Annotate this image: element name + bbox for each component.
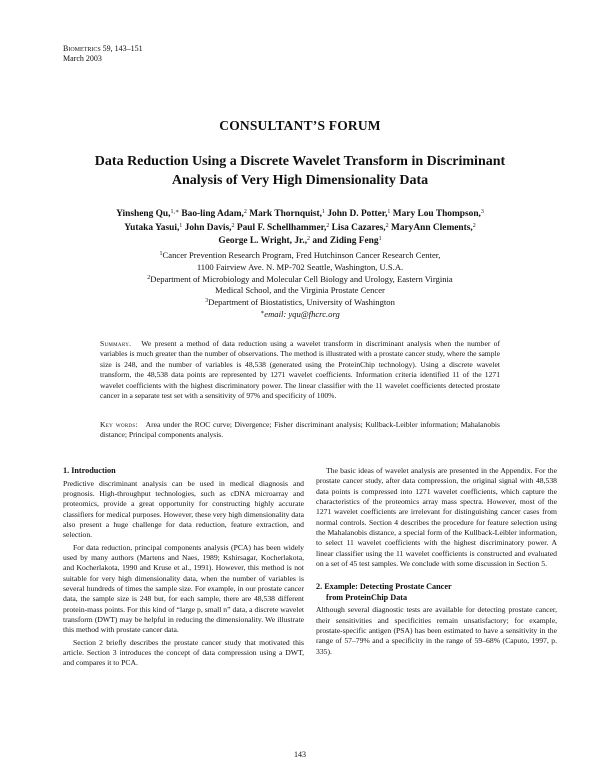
author-name: Paul F. Schellhammer, bbox=[236, 222, 327, 233]
abstract bbox=[100, 339, 500, 401]
affiliation-2-line-2: Medical School, and the Virginia Prostate Cencer bbox=[215, 285, 385, 296]
journal-volume-pages: 59, 143–151 bbox=[102, 44, 143, 53]
author-affil-mark: 2 bbox=[243, 209, 247, 215]
author-affil-mark: 1 bbox=[179, 222, 183, 229]
affiliation-1-line-2: 1100 Fairview Ave. N. MP-702 Seattle, Washington, U.S.A. bbox=[196, 261, 404, 272]
journal-date: March 2003 bbox=[63, 54, 102, 63]
author-list bbox=[60, 208, 540, 249]
author-affil-mark: 2 bbox=[385, 222, 389, 229]
author-affil-mark: 2 bbox=[472, 222, 476, 229]
summary-text: We present a method of data reduction using a wavelet transform in discriminant analysis when the number of variables is much greater than the number of observations. The method is illustrated with a prostate cancer study, where the sample size is 248, and the number of variables is 48,538 (generated using the ProteinChip technology). Using a discrete wavelet transform, the 48,538 data points are represented by 1271 wavelet coefficients. Information criteria identified 11 of the 1271 wavelet coefficients with the highest discriminatory power. The linear classifier with the 11 wavelet coefficients detected prostate cancer in a separate test set with a sensitivity of 97% and specificity of 100%. bbox=[100, 339, 500, 401]
paper-title bbox=[60, 152, 540, 190]
affil-mark: 2 bbox=[147, 274, 151, 281]
left-column bbox=[63, 466, 304, 669]
paragraph: For data reduction, principal components analysis (PCA) has been widely used by many authors (Martens and Naes, 1989; Kshirsagar, Kocherlakota, and Kocherlakota, 1990 and Kruse et al., 1991). However, this method is not suitable for very high dimensionality data, when the number of variables is several hundreds of times the sample size. For example, in our prostate cancer data, the sample size is 248 but, for each sample, there are 48,538 different protein-mass points. For this kind of “large p, small n” data, a discrete wavelet transform (DWT) may be helpful in reducing the dimensionality. We illustrate this method with prostate cancer data. bbox=[63, 542, 304, 635]
journal-citation bbox=[63, 44, 143, 64]
author-affil-mark: 2 bbox=[231, 222, 235, 229]
section-heading: CONSULTANT’S FORUM bbox=[219, 118, 381, 133]
author-affil-mark: 1 bbox=[378, 236, 382, 242]
keywords bbox=[100, 420, 500, 441]
author-affil-mark: 2 bbox=[326, 222, 330, 229]
author-name: George L. Wright, Jr., bbox=[218, 236, 308, 246]
right-column bbox=[316, 466, 557, 657]
affiliation-3-line-1: Department of Biostatistics, University of Washington bbox=[208, 297, 395, 308]
keywords-label: Key words: bbox=[100, 420, 138, 429]
author-name: Bao-ling Adam, bbox=[181, 209, 244, 219]
author-affil-mark: 1 bbox=[322, 209, 325, 215]
author-name: Mary Lou Thompson, bbox=[392, 209, 481, 219]
author-affil-mark: 1 bbox=[387, 209, 391, 215]
author-name: Lisa Cazares, bbox=[331, 222, 386, 233]
author-name: John Davis, bbox=[184, 222, 232, 233]
affil-mark: 1 bbox=[159, 251, 163, 257]
affiliation-1-line-1: Cancer Prevention Research Program, Fred Hutchinson Cancer Research Center, bbox=[162, 250, 441, 260]
page-number: 143 bbox=[294, 750, 306, 759]
affiliations bbox=[80, 250, 520, 321]
author-affil-mark: 1,∗ bbox=[170, 209, 180, 215]
affiliation-2-line-1: Department of Microbiology and Molecular Cell Biology and Urology, Eastern Virginia bbox=[150, 273, 453, 284]
paragraph: Section 2 briefly describes the prostate cancer study that motivated this article. Section 3 introduces the concept of data compression using a DWT, and compares it to PCA. bbox=[63, 637, 304, 668]
author-name: Yinsheng Qu, bbox=[116, 209, 171, 219]
email-mark: ∗ bbox=[260, 309, 265, 316]
author-name: MaryAnn Clements, bbox=[390, 222, 473, 233]
paragraph: Predictive discriminant analysis can be used in medical diagnosis and prognosis. High-throughput technologies, such as cDNA microarray and proteomics, provide a great opportunity for constructing highly accurate classifiers for medical purposes. However, these very high dimensionality data also present a huge challenge for data reduction, feature extraction, and selection. bbox=[63, 478, 304, 540]
title-line-2: Analysis of Very High Dimensionality Data bbox=[171, 173, 429, 188]
section-1-heading: 1. Introduction bbox=[63, 466, 116, 475]
author-name: John D. Potter, bbox=[327, 209, 388, 219]
section-2-heading-line-1: 2. Example: Detecting Prostate Cancer bbox=[316, 582, 452, 592]
corresponding-email[interactable]: email: yqu@fhcrc.org bbox=[264, 308, 340, 319]
author-name: and Ziding Feng bbox=[312, 236, 379, 246]
paragraph: Although several diagnostic tests are available for detecting prostate cancer, their sensitivities and specificities remain unsatisfactory; for example, prostate-specific antigen (PSA) has been estimated to have a sensitivity in the range of 57–79% and a specificity in the range of 59–68% (Caputo, 1997, p. 335). bbox=[316, 605, 557, 656]
journal-name: Biometrics bbox=[63, 44, 101, 53]
keywords-text: Area under the ROC curve; Divergence; Fisher discriminant analysis; Kullback-Leibler information; Mahalanobis distance; Principal components analysis. bbox=[100, 420, 500, 440]
paragraph: The basic ideas of wavelet analysis are presented in the Appendix. For the prostate cancer study, after data compression, the original signal with 48,538 data points is compressed into 1271 wavelet coefficients, which capture the characteristics of the proteomics array mass spectra. However, most of the 1271 wavelet coefficients are irrelevant for distinguishing cancer cases from normal controls. Section 4 describes the procedure for feature selection using the Mahalanobis distance, a special form of the Kullback-Leibler information, to select 11 wavelet coefficients with the highest discriminatory power. A linear classifier using the 11 wavelet coefficients is constructed and evaluated on a set of 45 test samples. We conclude with some discussion in Section 5. bbox=[316, 466, 557, 569]
section-2-heading-line-2: from ProteinChip Data bbox=[326, 592, 408, 602]
summary-label: Summary. bbox=[100, 339, 132, 348]
author-affil-mark: 3 bbox=[480, 209, 484, 215]
author-name: Yutaka Yasui, bbox=[124, 222, 180, 233]
affil-mark: 3 bbox=[205, 298, 209, 305]
title-line-1: Data Reduction Using a Discrete Wavelet Transform in Discriminant bbox=[94, 154, 506, 169]
author-name: Mark Thornquist, bbox=[249, 209, 322, 219]
section-2-heading bbox=[316, 582, 557, 603]
author-affil-mark: 2 bbox=[307, 236, 311, 242]
